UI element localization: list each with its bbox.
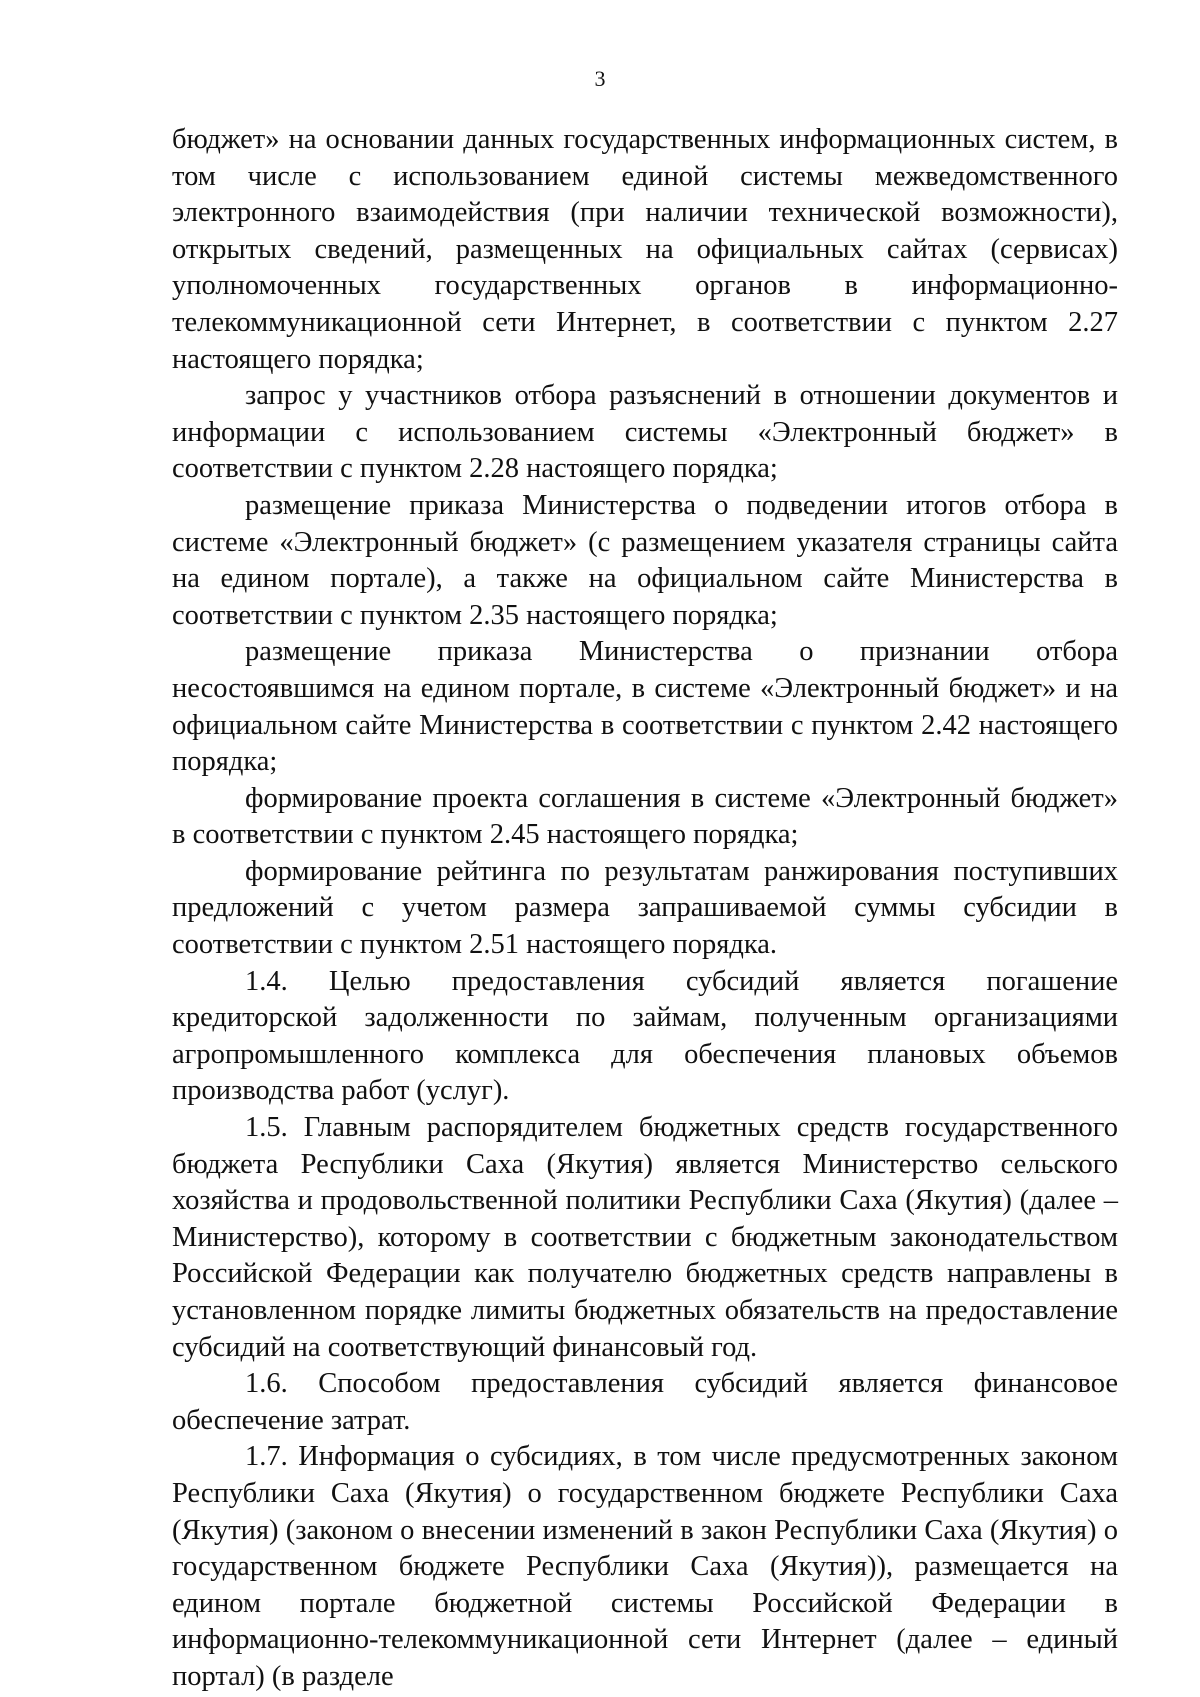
paragraph-section-1-6: 1.6. Способом предоставления субсидий является финансовое обеспечение затрат. [172, 1368, 1118, 1436]
paragraph-continuation: бюджет» на основании данных государственных информационных систем, в том числе с использованием единой системы межведомственного электронного взаимодействия (при наличии технической возможности), открытых сведений, размещенных на официальных сайтах (сервисах) уполномоченных государственных органов в информационно-телекоммуникационной сети Интернет, в соответствии с пунктом 2.27 настоящего порядка; [172, 124, 1118, 375]
paragraph-item-draft-agreement: формирование проекта соглашения в системе «Электронный бюджет» в соответствии с пунктом 2.45 настоящего порядка; [172, 782, 1118, 851]
paragraph-section-1-4: 1.4. Целью предоставления субсидий является погашение кредиторской задолженности по займам, полученным организациями агропромышленного комплекса для обеспечения плановых объемов производства работ (услуг). [172, 965, 1118, 1107]
page-number: 3 [594, 66, 606, 91]
paragraph-item-results-order: размещение приказа Министерства о подведении итогов отбора в системе «Электронный бюджет» (с размещением указателя страницы сайта на едином портале), а также на официальном сайте Министерства в соответствии с пунктом 2.35 настоящего порядка; [172, 489, 1118, 631]
document-body [172, 122, 1118, 1696]
paragraph-item-failed-selection-order: размещение приказа Министерства о признании отбора несостоявшимся на едином портале, в системе «Электронный бюджет» и на официальном сайте Министерства в соответствии с пунктом 2.42 настоящего порядка; [172, 636, 1118, 778]
paragraph-section-1-5: 1.5. Главным распорядителем бюджетных средств государственного бюджета Республики Саха (Якутия) является Министерство сельского хозяйства и продовольственной политики Республики Саха (Якутия) (далее – Министерство), которому в соответствии с бюджетным законодательством Российской Федерации как получателю бюджетных средств направлены в установленном порядке лимиты бюджетных обязательств на предоставление субсидий на соответствующий финансовый год. [172, 1112, 1118, 1363]
paragraph-item-rating: формирование рейтинга по результатам ранжирования поступивших предложений с учетом размера запрашиваемой суммы субсидии в соответствии с пунктом 2.51 настоящего порядка. [172, 855, 1118, 961]
paragraph-section-1-7: 1.7. Информация о субсидиях, в том числе предусмотренных законом Республики Саха (Якутия) о государственном бюджете Республики Саха (Якутия) (законом о внесении изменений в закон Республики Саха (Якутия) о государственном бюджете Республики Саха (Якутия)), размещается на едином портале бюджетной системы Российской Федерации в информационно-телекоммуникационной сети Интернет (далее – единый портал) (в разделе [172, 1441, 1118, 1692]
paragraph-item-clarification-request: запрос у участников отбора разъяснений в отношении документов и информации с использованием системы «Электронный бюджет» в соответствии с пунктом 2.28 настоящего порядка; [172, 380, 1118, 485]
